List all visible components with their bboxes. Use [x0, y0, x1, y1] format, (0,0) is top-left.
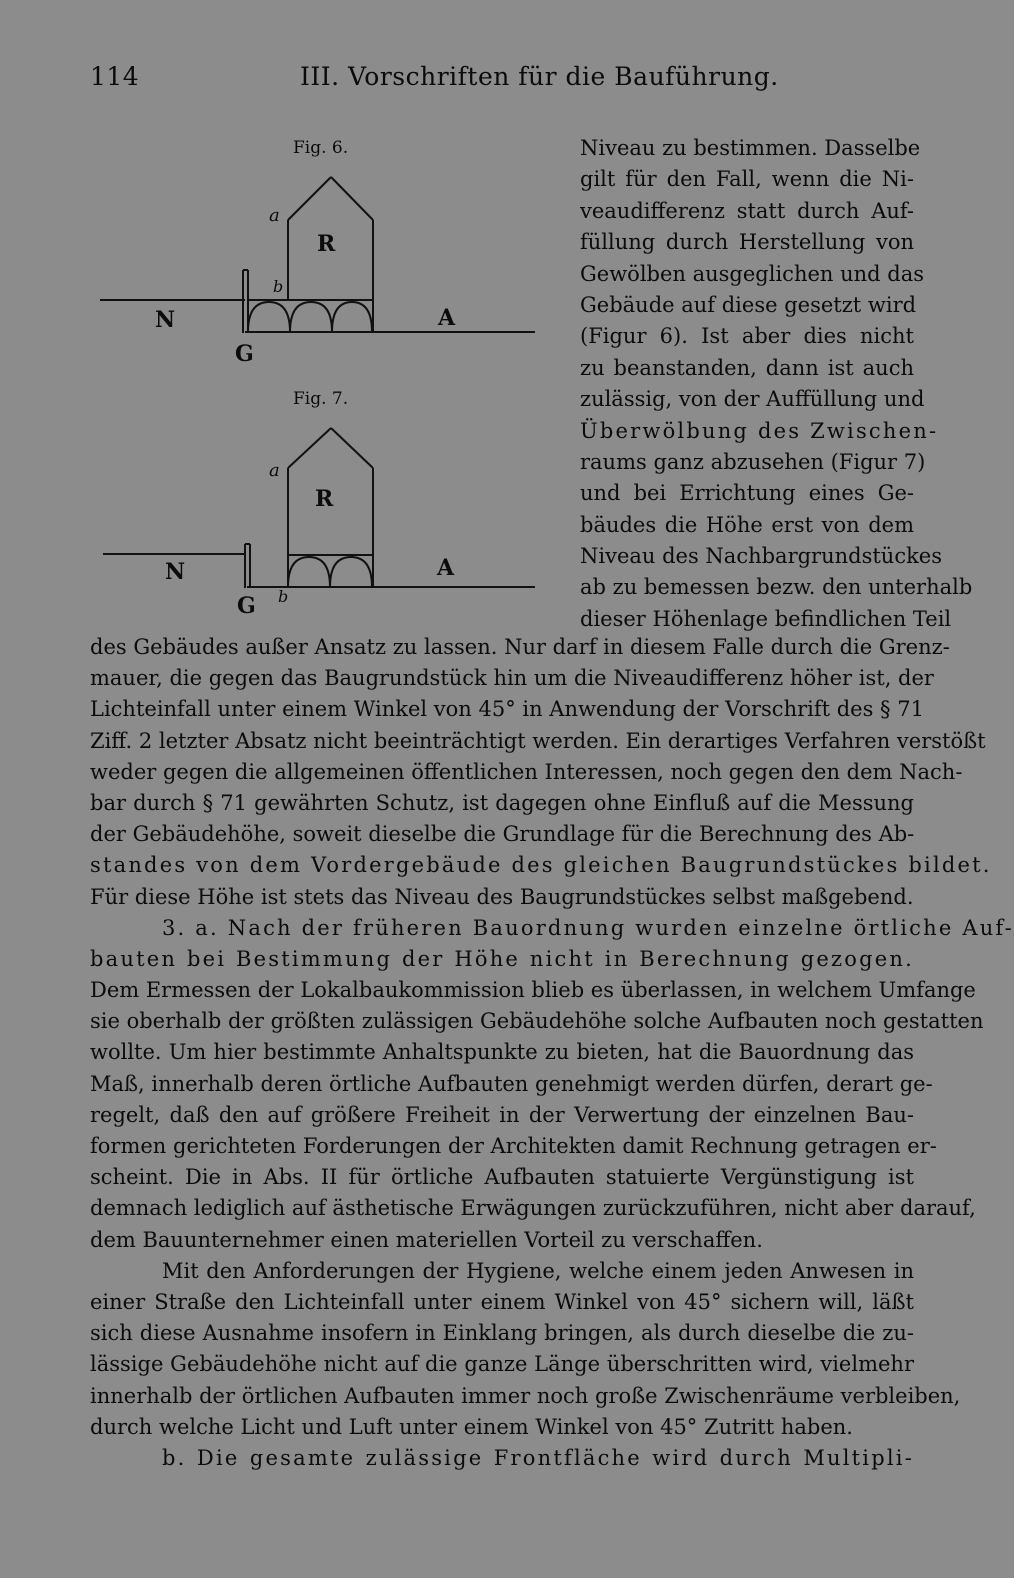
text-line: wollte. Um hier bestimmte Anhaltspunkte zu bieten, hat die Bauordnung das: [90, 1040, 914, 1065]
text-line: (Figur 6). Ist aber dies nicht: [580, 324, 914, 349]
text-line: der Gebäudehöhe, soweit dieselbe die Grundlage für die Berechnung des Ab-: [90, 822, 915, 847]
text-line: Niveau des Nachbargrundstückes: [580, 544, 943, 569]
text-line: demnach lediglich auf ästhetische Erwägungen zurückzuführen, nicht aber darauf,: [90, 1196, 976, 1221]
text-line: innerhalb der örtlichen Aufbauten immer noch große Zwischenräume verbleiben,: [90, 1383, 961, 1408]
text-line: Gewölben ausgeglichen und das: [580, 261, 924, 286]
fig7-label-N: N: [165, 559, 186, 585]
figure-6-diagram: [95, 165, 545, 375]
text-line: zu beanstanden, dann ist auch: [580, 355, 914, 380]
text-line: mauer, die gegen das Baugrundstück hin um die Niveaudifferenz höher ist, der: [90, 666, 934, 691]
text-line: weder gegen die allgemeinen öffentlichen Interessen, noch gegen den dem Nach-: [90, 759, 963, 784]
text-line: Ziff. 2 letzter Absatz nicht beeinträchtigt werden. Ein derartiges Verfahren verstößt: [90, 728, 986, 753]
text-line: Niveau zu bestimmen. Dasselbe: [580, 136, 921, 160]
text-line: lässige Gebäudehöhe nicht auf die ganze Länge überschritten wird, vielmehr: [90, 1352, 914, 1377]
text-line: durch welche Licht und Luft unter einem Winkel von 45° Zutritt haben.: [90, 1414, 853, 1439]
fig7-label-b: b: [278, 587, 289, 606]
text-line: sie oberhalb der größten zulässigen Gebäudehöhe solche Aufbauten noch gestatten: [90, 1009, 984, 1034]
text-line: füllung durch Herstellung von: [580, 230, 914, 255]
text-line: Lichteinfall unter einem Winkel von 45° in Anwendung der Vorschrift des § 71: [90, 697, 924, 722]
text-line: dieser Höhenlage befindlichen Teil: [580, 606, 952, 631]
side-text-column: [580, 133, 973, 635]
text-line: Für diese Höhe ist stets das Niveau des Baugrundstückes selbst maßgebend.: [90, 884, 914, 909]
text-line: formen gerichteten Forderungen der Architekten damit Rechnung getragen er-: [90, 1134, 937, 1158]
text-line: Gebäude auf diese gesetzt wird: [580, 292, 917, 317]
text-line: b. Die gesamte zulässige Frontfläche wird durch Multipli-: [162, 1445, 914, 1470]
figure-7-caption: Fig. 7.: [293, 389, 349, 409]
main-text-body: [90, 632, 1014, 1474]
text-line: Überwölbung des Zwischen-: [580, 418, 939, 443]
text-line: ab zu bemessen bezw. den unterhalb: [580, 575, 973, 600]
figure-6-caption: Fig. 6.: [293, 138, 349, 158]
text-line: bauten bei Bestimmung der Höhe nicht in Berechnung gezogen.: [90, 946, 914, 971]
page-header: [90, 62, 910, 102]
fig7-label-R: R: [315, 486, 334, 512]
figure-7-diagram: [95, 420, 545, 630]
text-line: Mit den Anforderungen der Hygiene, welche einem jeden Anwesen in: [162, 1258, 914, 1283]
text-line: scheint. Die in Abs. II für örtliche Aufbauten statuierte Vergünstigung ist: [90, 1165, 914, 1190]
fig6-label-G: G: [235, 341, 254, 367]
fig7-label-A: A: [437, 555, 455, 581]
text-line: bäudes die Höhe erst von dem: [580, 512, 914, 537]
text-line: veaudifferenz statt durch Auf-: [580, 198, 914, 223]
text-line: Maß, innerhalb deren örtliche Aufbauten genehmigt werden dürfen, derart ge-: [90, 1071, 933, 1096]
fig7-label-a: a: [269, 460, 280, 481]
text-line: Dem Ermessen der Lokalbaukommission blieb es überlassen, in welchem Umfange: [90, 978, 976, 1003]
text-line: einer Straße den Lichteinfall unter einem Winkel von 45° sichern will, läßt: [90, 1289, 914, 1314]
text-line: dem Bauunternehmer einen materiellen Vorteil zu verschaffen.: [90, 1227, 763, 1252]
text-line: des Gebäudes außer Ansatz zu lassen. Nur darf in diesem Falle durch die Grenz-: [90, 635, 950, 659]
text-line: und bei Errichtung eines Ge-: [580, 481, 914, 506]
fig7-label-G: G: [237, 593, 256, 619]
text-line: standes von dem Vordergebäude des gleichen Baugrundstückes bildet.: [90, 853, 992, 878]
text-line: 3. a. Nach der früheren Bauordnung wurden einzelne örtliche Auf-: [162, 915, 1014, 940]
text-line: raums ganz abzusehen (Figur 7): [580, 449, 926, 474]
fig6-label-a: a: [269, 205, 280, 226]
page-number: 114: [90, 62, 140, 91]
running-title: III. Vorschriften für die Bauführung.: [300, 62, 779, 91]
text-line: zulässig, von der Auffüllung und: [580, 387, 925, 412]
text-line: sich diese Ausnahme insofern in Einklang bringen, als durch dieselbe die zu-: [90, 1321, 914, 1346]
fig6-label-b: b: [273, 277, 284, 296]
fig6-label-N: N: [155, 307, 176, 333]
text-line: bar durch § 71 gewährten Schutz, ist dagegen ohne Einfluß auf die Messung: [90, 790, 914, 815]
text-line: gilt für den Fall, wenn die Ni-: [580, 167, 914, 192]
text-line: regelt, daß den auf größere Freiheit in der Verwertung der einzelnen Bau-: [90, 1102, 914, 1127]
fig6-label-A: A: [438, 305, 456, 331]
fig6-label-R: R: [317, 231, 336, 257]
